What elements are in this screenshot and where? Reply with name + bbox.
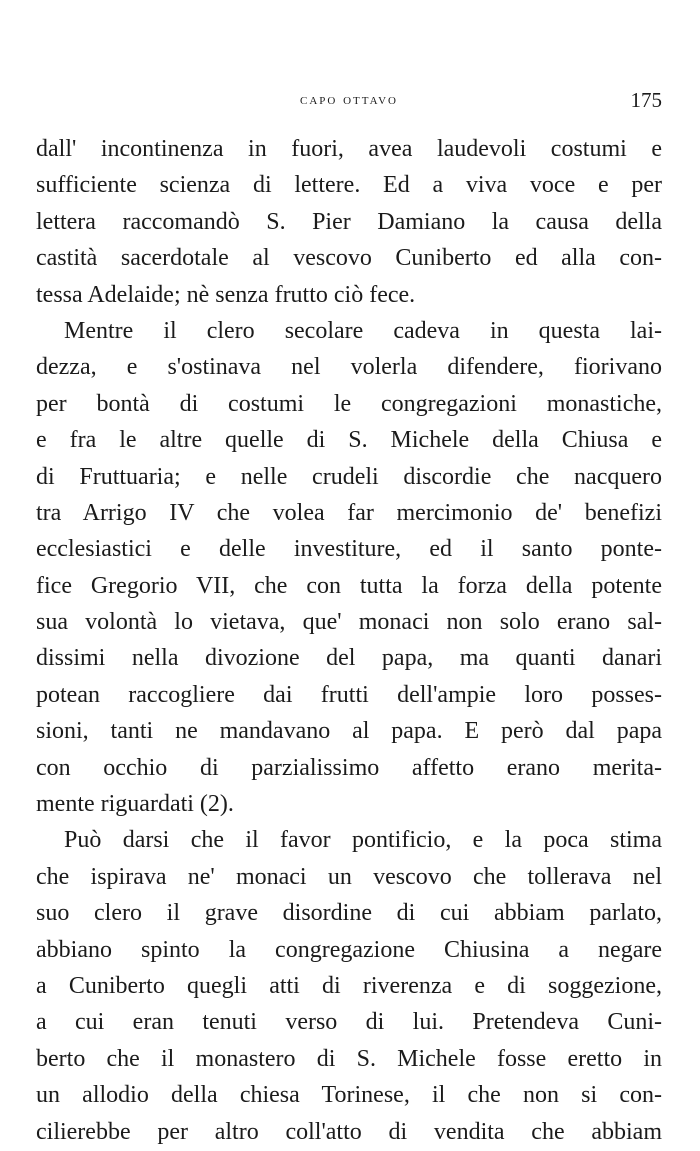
page-header xyxy=(36,88,662,116)
body-text xyxy=(36,131,662,1150)
text-line: a cui eran tenuti verso di lui. Pretendeva Cuni- xyxy=(36,1009,662,1036)
text-line: abbiano spinto la congregazione Chiusina a negare xyxy=(36,936,662,963)
text-line: dissimi nella divozione del papa, ma quanti danari xyxy=(36,645,662,672)
text-line: suo clero il grave disordine di cui abbiam parlato, xyxy=(36,900,662,927)
text-line: tra Arrigo IV che volea far mercimonio de' benefizi xyxy=(36,499,662,526)
text-line: Mentre il clero secolare cadeva in questa lai- xyxy=(64,317,662,344)
text-line: per bontà di costumi le congregazioni monastiche, xyxy=(36,390,662,417)
text-line: tessa Adelaide; nè senza frutto ciò fece. xyxy=(36,281,416,308)
paragraph-2 xyxy=(36,313,662,822)
text-line: di Fruttuaria; e nelle crudeli discordie che nacquero xyxy=(36,463,662,490)
text-line: sioni, tanti ne mandavano al papa. E però dal papa xyxy=(36,718,662,745)
text-line: a Cuniberto quegli atti di riverenza e di soggezione, xyxy=(36,972,662,999)
paragraph-1 xyxy=(36,131,662,313)
text-line: e fra le altre quelle di S. Michele della Chiusa e xyxy=(36,427,662,454)
page-number: 175 xyxy=(630,88,662,112)
text-line: sufficiente scienza di lettere. Ed a viva voce e per xyxy=(36,172,662,199)
paragraph-3 xyxy=(36,822,662,1150)
text-line: dall' incontinenza in fuori, avea laudevoli costumi e xyxy=(36,136,662,162)
text-line: fice Gregorio VII, che con tutta la forza della potente xyxy=(36,572,662,599)
text-line: un allodio della chiesa Torinese, il che non si con- xyxy=(36,1082,662,1109)
text-line: ecclesiastici e delle investiture, ed il santo ponte- xyxy=(36,536,662,563)
text-line: lettera raccomandò S. Pier Damiano la causa della xyxy=(36,208,662,235)
text-line: con occhio di parzialissimo affetto erano merita- xyxy=(36,754,662,781)
text-line: che ispirava ne' monaci un vescovo che tollerava nel xyxy=(36,863,662,890)
text-line: berto che il monastero di S. Michele fosse eretto in xyxy=(36,1045,662,1072)
text-line: cilierebbe per altro coll'atto di vendita che abbiam xyxy=(36,1118,662,1145)
text-line: dezza, e s'ostinava nel volerla difendere, fiorivano xyxy=(36,354,662,381)
text-line: sua volontà lo vietava, que' monaci non solo erano sal- xyxy=(36,609,662,636)
text-line: Può darsi che il favor pontificio, e la poca stima xyxy=(64,827,662,854)
running-head: capo ottavo xyxy=(299,92,398,108)
text-line: potean raccogliere dai frutti dell'ampie loro posses- xyxy=(36,681,662,708)
text-line: castità sacerdotale al vescovo Cuniberto ed alla con- xyxy=(36,245,662,272)
text-line: mente riguardati (2). xyxy=(36,791,234,818)
